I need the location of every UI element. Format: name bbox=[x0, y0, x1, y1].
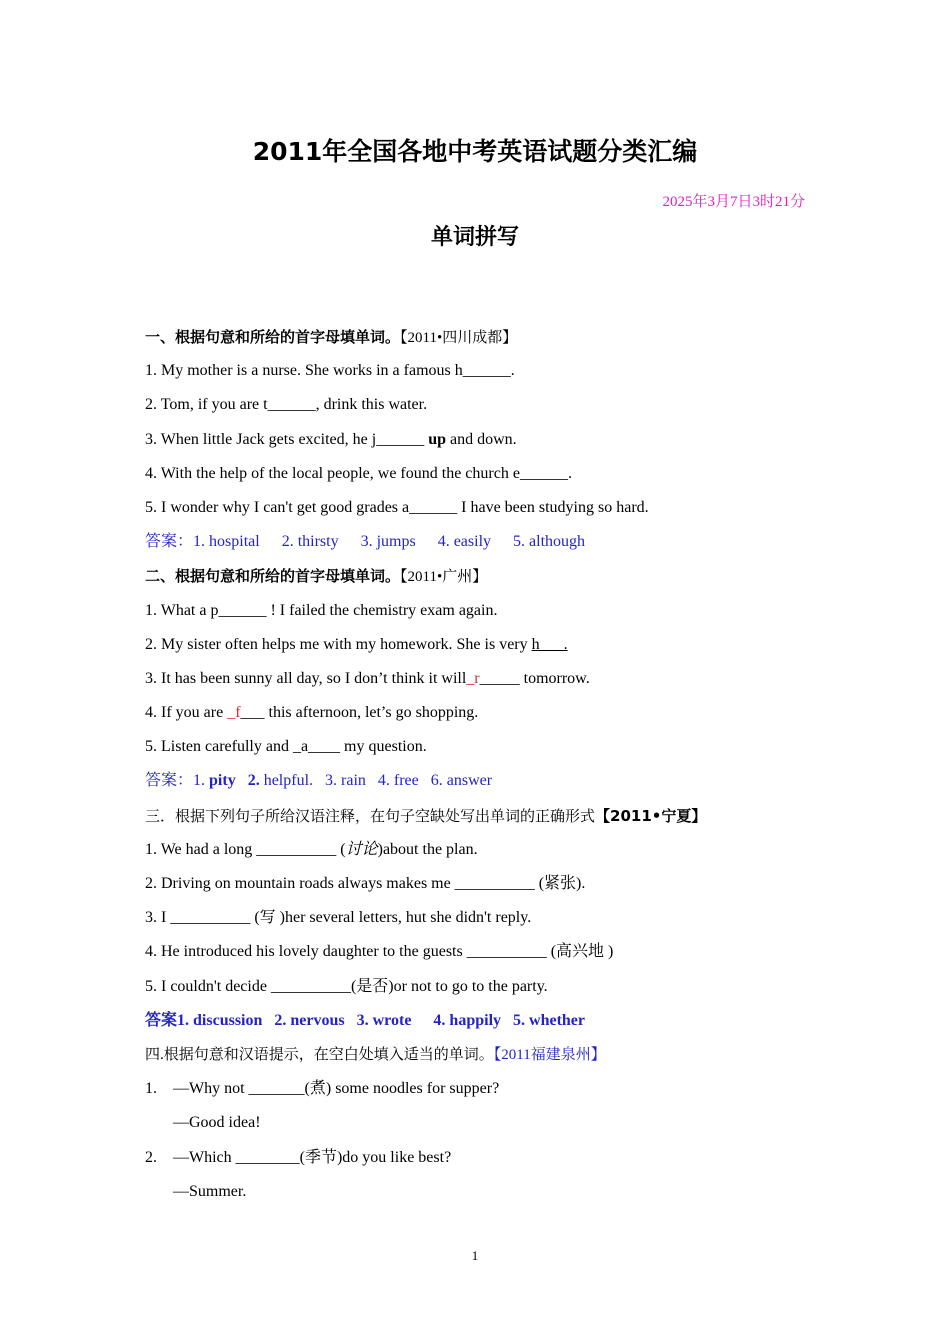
section-4-question-2-reply: —Summer. bbox=[173, 1182, 247, 1200]
answer: 3. rain bbox=[325, 772, 366, 790]
section-3-question-5: 5. I couldn't decide __________(是否)or not to go to the party. bbox=[145, 977, 548, 995]
section-1-answers: 答案：1. hospital 2. thirsty 3. jumps 4. easily 5. although bbox=[145, 533, 586, 551]
section-4-question-1-reply: —Good idea! bbox=[173, 1114, 261, 1132]
section-2-question-4: 4. If you are _f___ this afternoon, let’s go shopping. bbox=[145, 704, 479, 722]
document-subtitle: 单词拼写 bbox=[430, 225, 519, 250]
section-1-question-3: 3. When little Jack gets excited, he j______ up and down. bbox=[145, 430, 517, 448]
answer: 1. discussion bbox=[177, 1011, 263, 1029]
answer: 4. free bbox=[377, 772, 419, 790]
section-4-question-1: 1. —Why not _______(煮) some noodles for supper? bbox=[145, 1080, 500, 1098]
datestamp: 2025年3月7日3时21分 bbox=[662, 194, 805, 210]
answer: 1. hospital bbox=[193, 533, 260, 551]
document-body bbox=[145, 320, 825, 1209]
section-2-answers: 答案：1. pity 2. helpful. 3. rain 4. free 6. answer bbox=[145, 772, 493, 790]
answer: 4. happily bbox=[433, 1011, 502, 1029]
answer: 2. thirsty bbox=[281, 533, 339, 551]
section-1-question-1: 1. My mother is a nurse. She works in a famous h______. bbox=[145, 362, 515, 380]
section-2-question-3: 3. It has been sunny all day, so I don’t think it will_r_____ tomorrow. bbox=[145, 669, 590, 687]
answer: 3. wrote bbox=[356, 1011, 412, 1029]
answer: 5. whether bbox=[513, 1011, 585, 1029]
section-2-question-5: 5. Listen carefully and _a____ my question. bbox=[145, 738, 427, 756]
section-1-question-5: 5. I wonder why I can't get good grades a______ I have been studying so hard. bbox=[145, 498, 649, 516]
answer: 2. nervous bbox=[274, 1011, 345, 1029]
section-1-heading: 一、根据句意和所给的首字母填单词。【2011•四川成都】 bbox=[145, 328, 518, 346]
answer: helpful. bbox=[263, 772, 314, 790]
answer: 4. easily bbox=[437, 533, 492, 551]
document-title: 2011年全国各地中考英语试题分类汇编 bbox=[252, 137, 698, 166]
page-number: 1 bbox=[471, 1248, 479, 1263]
section-3-heading: 三．根据下列句子所给汉语注释，在句子空缺处写出单词的正确形式【2011•宁夏】 bbox=[145, 806, 707, 825]
section-3-question-2: 2. Driving on mountain roads always makes me __________ (紧张). bbox=[145, 875, 586, 892]
answer: 3. jumps bbox=[360, 533, 416, 551]
section-3-source: 【2011•宁夏】 bbox=[595, 806, 707, 825]
answer: pity bbox=[209, 772, 236, 790]
answer: 6. answer bbox=[430, 772, 493, 790]
section-3-question-4: 4. He introduced his lovely daughter to the guests __________ (高兴地 ) bbox=[145, 943, 614, 961]
section-2-question-1: 1. What a p______ ! I failed the chemistry exam again. bbox=[145, 601, 498, 619]
section-2-heading: 二、根据句意和所给的首字母填单词。【2011•广州】 bbox=[145, 567, 488, 586]
section-1-question-2: 2. Tom, if you are t______, drink this water. bbox=[145, 396, 428, 414]
section-3-question-3: 3. I __________ (写 )her several letters, hut she didn't reply. bbox=[145, 909, 532, 927]
section-1-source: 【2011•四川成都】 bbox=[400, 330, 518, 346]
answer: 5. although bbox=[513, 533, 586, 551]
section-2-source: 【2011•广州】 bbox=[400, 569, 488, 586]
section-4-source: 【2011福建泉州】 bbox=[493, 1046, 606, 1063]
section-4-question-2: 2. —Which ________(季节)do you like best? bbox=[145, 1148, 452, 1166]
section-4-heading: 四.根据句意和汉语提示，在空白处填入适当的单词。【2011福建泉州】 bbox=[145, 1046, 606, 1063]
section-3-question-1: 1. We had a long __________ (讨论)about the plan. bbox=[145, 840, 478, 858]
section-2-question-2: 2. My sister often helps me with my homework. She is very h___. bbox=[145, 635, 568, 653]
section-3-answers: 答案1. discussion 2. nervous 3. wrote 4. happily 5. whether bbox=[145, 1011, 585, 1029]
section-1-question-4: 4. With the help of the local people, we found the church e______. bbox=[145, 464, 572, 482]
